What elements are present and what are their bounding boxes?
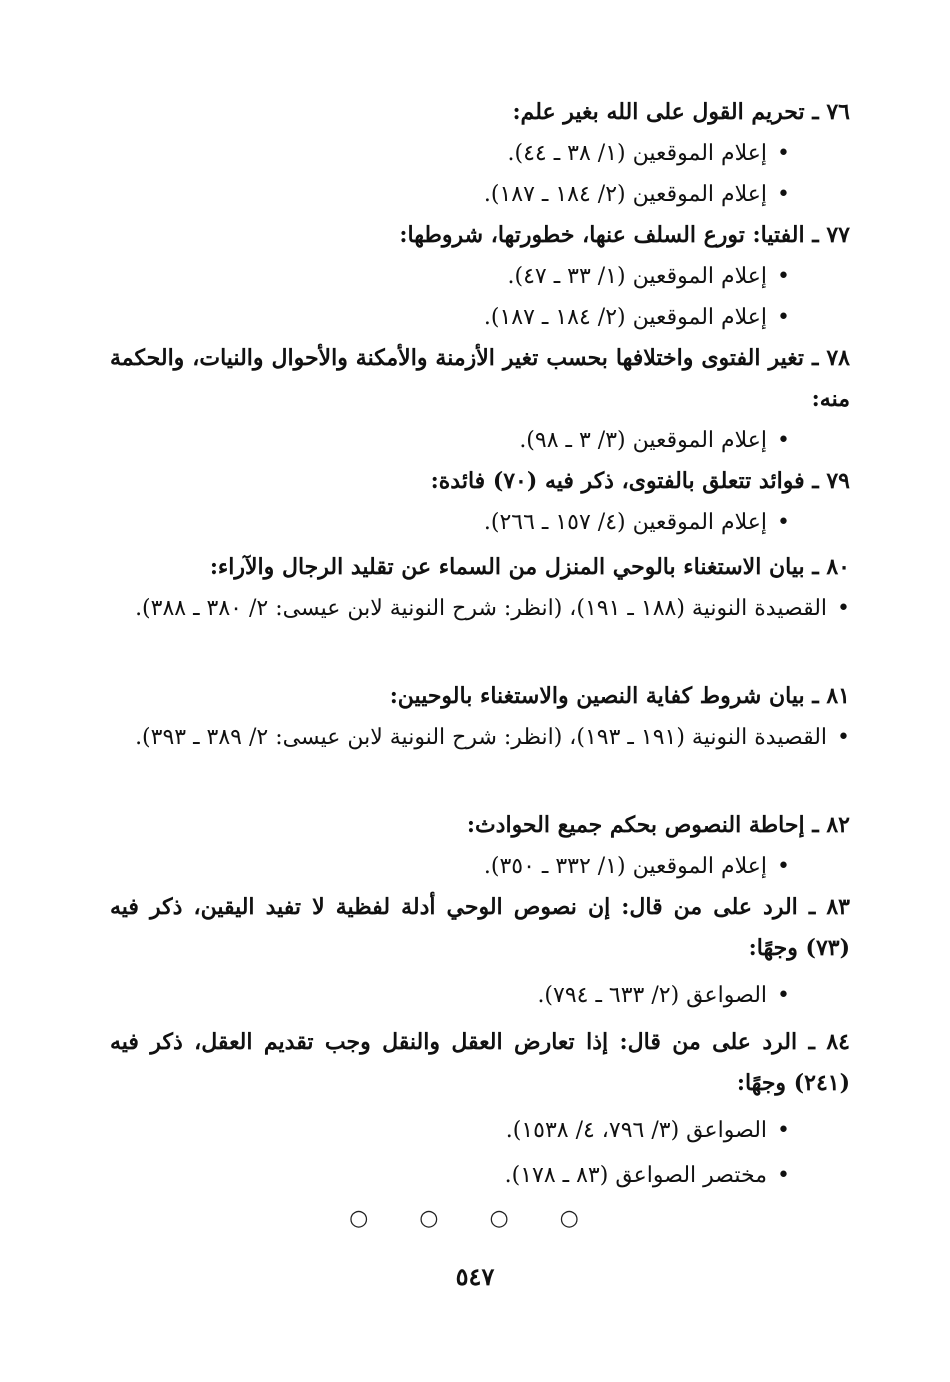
reference-text: إعلام الموقعين (١/ ٣٨ ـ ٤٤).	[507, 141, 768, 166]
entry-heading: ٨١ ـ بيان شروط كفاية النصين والاستغناء بالوحيين:	[389, 683, 850, 709]
entry-heading: ٧٨ ـ تغير الفتوى واختلافها بحسب تغير الأزمنة والأمكنة والأحوال والنيات، والحكمة منه:	[110, 345, 850, 412]
reference-item	[110, 502, 850, 543]
page-number: ٥٤٧	[455, 1262, 495, 1291]
reference-text: إعلام الموقعين (١/ ٣٣٢ ـ ٣٥٠).	[483, 854, 768, 879]
entry-heading: ٨٣ ـ الرد على من قال: إن نصوص الوحي أدلة لفظية لا تفيد اليقين، ذكر فيه (٧٣) وجهًا:	[110, 894, 850, 961]
reference-item	[110, 975, 850, 1016]
reference-item	[110, 1155, 850, 1196]
bullet-icon: •	[777, 510, 790, 535]
reference-text: الصواعق (٢/ ٦٣٣ ـ ٧٩٤).	[537, 983, 768, 1008]
reference-item	[110, 717, 850, 801]
reference-item	[110, 846, 850, 887]
bullet-icon: •	[777, 141, 790, 166]
reference-item	[110, 174, 850, 215]
entry-heading: ٧٩ ـ فوائد تتعلق بالفتوى، ذكر فيه (٧٠) فائدة:	[430, 468, 850, 494]
bullet-icon: •	[777, 1163, 790, 1188]
reference-text: إعلام الموقعين (٢/ ١٨٤ ـ ١٨٧).	[483, 182, 768, 207]
entry-heading: ٨٠ ـ بيان الاستغناء بالوحي المنزل من السماء عن تقليد الرجال والآراء:	[209, 554, 850, 580]
bullet-icon: •	[837, 596, 850, 621]
reference-text: القصيدة النونية (١٨٨ ـ ١٩١)، (انظر: شرح النونية لابن عيسى: ٢/ ٣٨٠ ـ ٣٨٨).	[135, 596, 828, 621]
section-ornament: ○ ○ ○ ○	[349, 1206, 601, 1231]
reference-item	[110, 256, 850, 297]
bullet-icon: •	[777, 264, 790, 289]
reference-text: القصيدة النونية (١٩١ ـ ١٩٣)، (انظر: شرح النونية لابن عيسى: ٢/ ٣٨٩ ـ ٣٩٣).	[135, 725, 828, 750]
bullet-icon: •	[777, 182, 790, 207]
bullet-icon: •	[777, 305, 790, 330]
reference-text: مختصر الصواعق (٨٣ ـ ١٧٨).	[504, 1163, 768, 1188]
reference-text: إعلام الموقعين (١/ ٣٣ ـ ٤٧).	[507, 264, 768, 289]
bullet-icon: •	[777, 1118, 790, 1143]
reference-item	[110, 1110, 850, 1151]
reference-item	[110, 588, 850, 672]
bullet-icon: •	[777, 983, 790, 1008]
reference-item	[110, 133, 850, 174]
entry-heading: ٨٢ ـ إحاطة النصوص بحكم جميع الحوادث:	[466, 812, 850, 838]
entry-heading: ٨٤ ـ الرد على من قال: إذا تعارض العقل والنقل وجب تقديم العقل، ذكر فيه (٢٤١) وجهًا:	[110, 1029, 850, 1096]
entry-heading: ٧٦ ـ تحريم القول على الله بغير علم:	[512, 99, 850, 125]
reference-item	[110, 297, 850, 338]
index-entries	[110, 92, 850, 1196]
reference-text: الصواعق (٣/ ٧٩٦، ٤/ ١٥٣٨).	[505, 1118, 768, 1143]
reference-item	[110, 420, 850, 461]
bullet-icon: •	[837, 725, 850, 750]
reference-text: إعلام الموقعين (٢/ ١٨٤ ـ ١٨٧).	[483, 305, 768, 330]
bullet-icon: •	[777, 854, 790, 879]
bullet-icon: •	[777, 428, 790, 453]
entry-heading: ٧٧ ـ الفتيا: تورع السلف عنها، خطورتها، شروطها:	[399, 222, 850, 248]
reference-text: إعلام الموقعين (٣/ ٣ ـ ٩٨).	[519, 428, 768, 453]
reference-text: إعلام الموقعين (٤/ ١٥٧ ـ ٢٦٦).	[483, 510, 768, 535]
